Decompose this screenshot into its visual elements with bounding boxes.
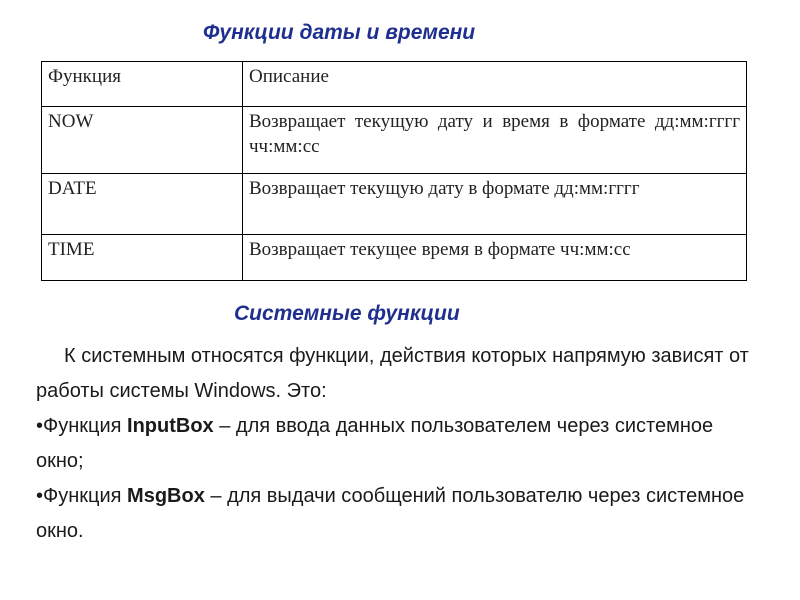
table-row bbox=[42, 235, 747, 281]
bullet-prefix: Функция bbox=[43, 485, 128, 507]
table-row bbox=[42, 107, 747, 174]
function-name-cell: TIME bbox=[42, 235, 243, 281]
functions-table bbox=[41, 61, 747, 281]
bullet-marker: • bbox=[36, 415, 44, 437]
bullet-marker: • bbox=[36, 485, 44, 507]
bullet-suffix: – для выдачи сообщений пользователю через системное окно. bbox=[36, 485, 745, 542]
table-row bbox=[42, 174, 747, 235]
bullet-suffix: – для ввода данных пользователем через системное окно; bbox=[36, 415, 714, 472]
function-name-msgbox: MsgBox bbox=[127, 485, 205, 507]
intro-paragraph: К системным относятся функции, действия которых напрямую зависят от работы системы Windows. Это: bbox=[36, 345, 749, 402]
function-description-cell: Возвращает текущую дату и время в формате дд:мм:гггг чч:мм:сс bbox=[243, 107, 747, 174]
bullet-prefix: Функция bbox=[43, 415, 128, 437]
table-header-function: Функция bbox=[42, 62, 243, 107]
table-header-row bbox=[42, 62, 747, 107]
function-description-cell: Возвращает текущее время в формате чч:мм:сс bbox=[243, 235, 747, 281]
bullet-inputbox bbox=[36, 409, 766, 479]
bullet-msgbox bbox=[36, 479, 766, 549]
function-name-inputbox: InputBox bbox=[127, 415, 214, 437]
section-heading-system: Системные функции bbox=[234, 302, 460, 325]
function-name-cell: NOW bbox=[42, 107, 243, 174]
function-description-cell: Возвращает текущую дату в формате дд:мм:гггг bbox=[243, 174, 747, 235]
system-functions-text bbox=[36, 339, 766, 549]
table-header-description: Описание bbox=[243, 62, 747, 107]
function-name-cell: DATE bbox=[42, 174, 243, 235]
section-heading-datetime: Функции даты и времени bbox=[203, 21, 476, 44]
